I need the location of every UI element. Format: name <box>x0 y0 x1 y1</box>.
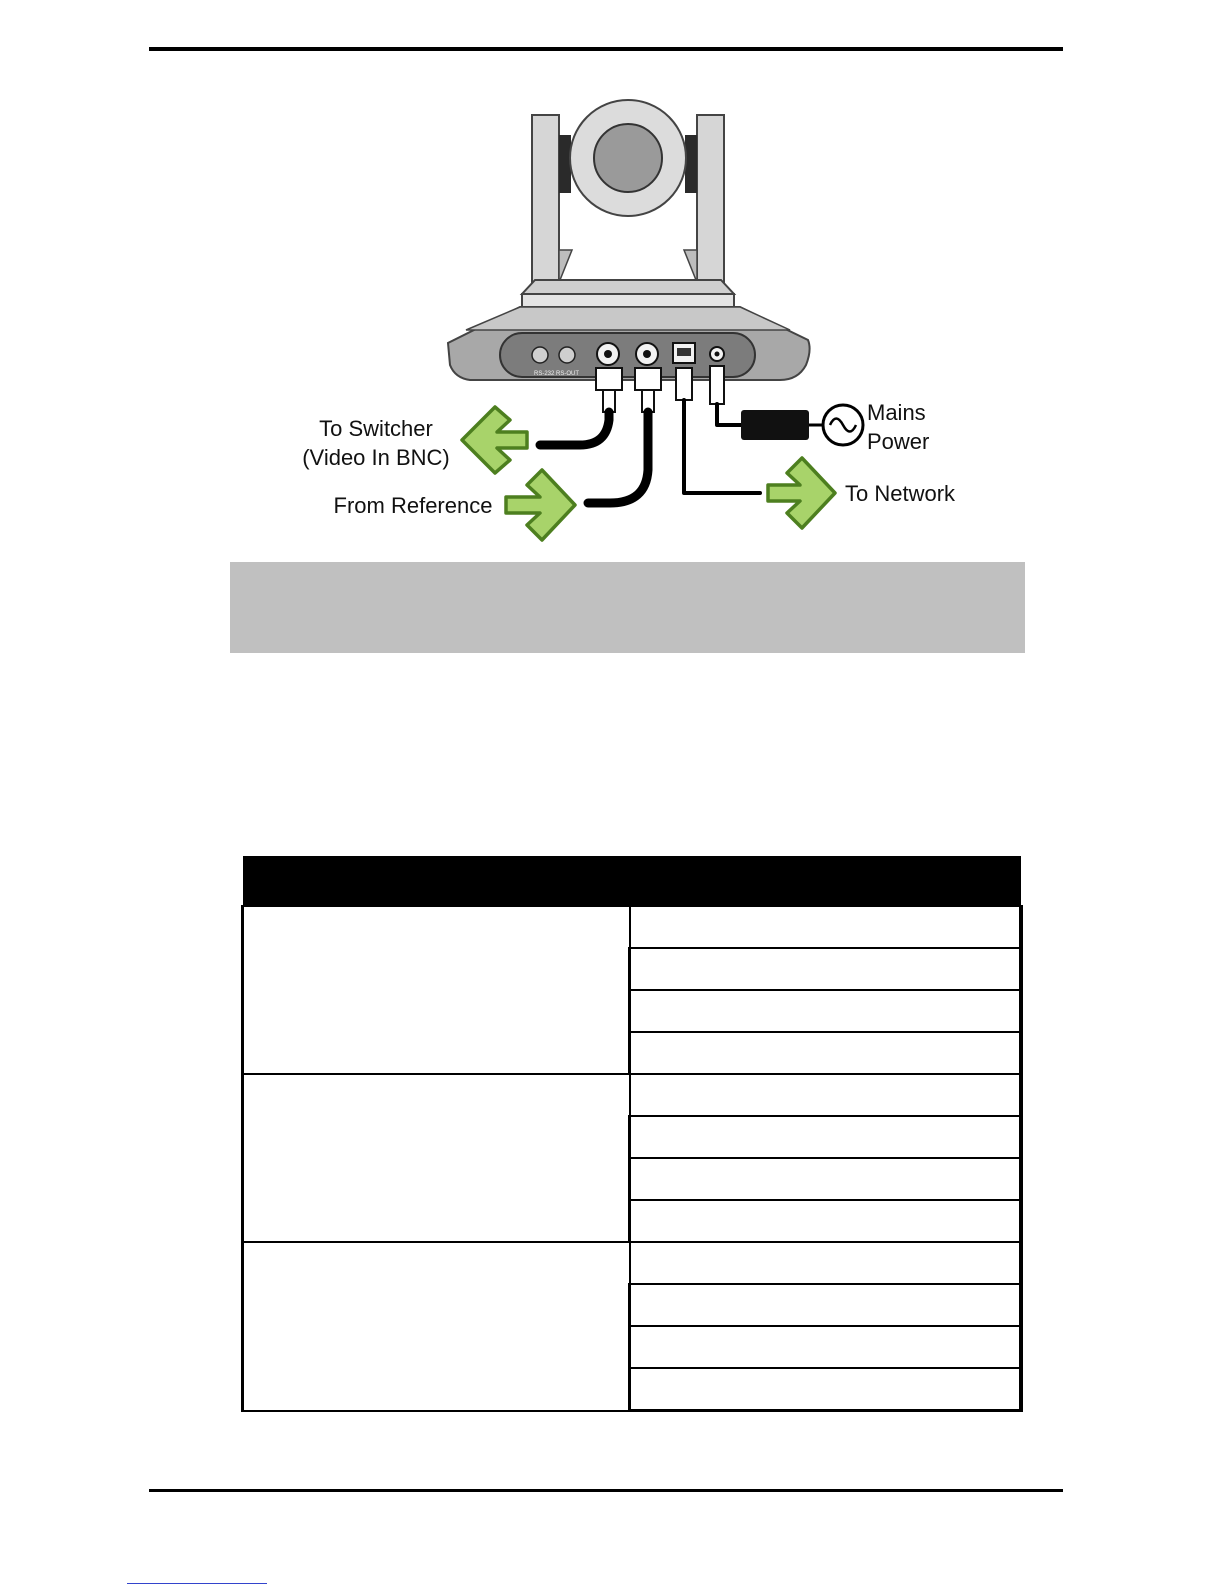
label-from-reference: From Reference <box>333 493 493 518</box>
arrow-to-switcher <box>462 407 527 473</box>
table-header-cell <box>630 856 1021 906</box>
table-row <box>243 1242 1021 1284</box>
camera-connection-diagram <box>0 0 1225 560</box>
cables <box>540 400 760 503</box>
table-cell <box>630 1116 1021 1158</box>
label-to-network: To Network <box>845 481 956 506</box>
group-cell <box>243 906 630 1074</box>
table-row <box>243 1074 1021 1116</box>
spec-table <box>241 856 1023 1412</box>
group-cell <box>243 1074 630 1242</box>
footer-link-underline[interactable] <box>127 1583 267 1584</box>
label-mains: Mains <box>867 400 926 425</box>
table-cell <box>630 948 1021 990</box>
table-row <box>243 906 1021 948</box>
camera-head <box>570 100 686 216</box>
label-power: Power <box>867 429 930 454</box>
table-cell <box>630 1158 1021 1200</box>
table-cell <box>630 906 1021 948</box>
table-cell <box>630 1284 1021 1326</box>
label-to-switcher: To Switcher <box>319 416 433 441</box>
table-cell <box>630 990 1021 1032</box>
camera-base <box>448 307 810 380</box>
table-cell <box>630 1326 1021 1368</box>
table-cell <box>630 1368 1021 1411</box>
table-header-cell <box>243 856 630 906</box>
arrow-from-reference <box>506 470 575 540</box>
footer-rule <box>149 1489 1063 1492</box>
table-header-row <box>243 856 1021 906</box>
arrow-to-network <box>768 458 835 528</box>
group-cell <box>243 1242 630 1411</box>
table-cell <box>630 1242 1021 1284</box>
table-cell <box>630 1074 1021 1116</box>
note-box <box>230 562 1025 653</box>
panel-label: RS-232 RS-OUT <box>534 371 580 377</box>
camera-plate <box>522 280 734 307</box>
power-adapter <box>741 405 863 445</box>
label-video-in-bnc: (Video In BNC) <box>302 445 450 470</box>
table-cell <box>630 1032 1021 1074</box>
table-cell <box>630 1200 1021 1242</box>
